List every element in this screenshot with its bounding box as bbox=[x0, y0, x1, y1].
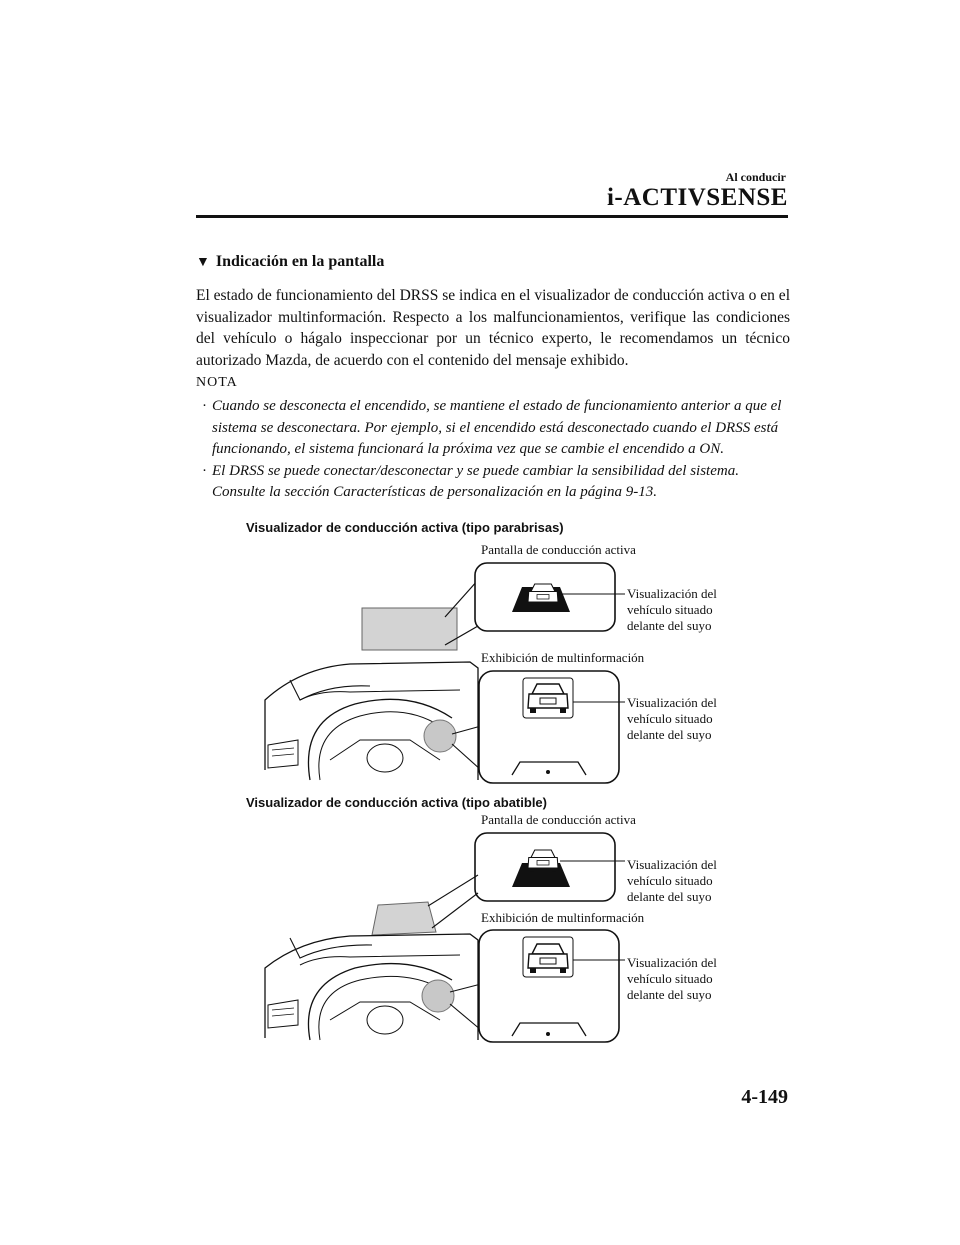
section-title: i-ACTIVSENSE bbox=[606, 184, 788, 211]
body-paragraph: El estado de funcionamiento del DRSS se indica en el visualizador de conducción activa o en el visualizador multinformación. Respecto a los malfuncionamientos, verifique las condiciones del vehículo o hágalo inspeccionar por un técnico experto, le recomendamos un técnico autorizado Mazda, de acuerdo con el contenido del mensaje exhibido. bbox=[196, 287, 790, 369]
figure-2-title: Visualizador de conducción activa (tipo abatible) bbox=[246, 795, 547, 810]
note-text: El DRSS se puede conectar/desconectar y se puede cambiar la sensibilidad del sistema. Consulte la sección Características de personalización en la página 9-13. bbox=[212, 462, 739, 500]
bullet-icon: · bbox=[202, 462, 207, 479]
figure-1-active-callout: Visualización del vehículo situado delante del suyo bbox=[627, 586, 717, 633]
figure-2-multi-label: Exhibición de multinformación bbox=[481, 910, 645, 925]
figure-1-multi-label: Exhibición de multinformación bbox=[481, 650, 645, 665]
figure-1-title: Visualizador de conducción activa (tipo parabrisas) bbox=[246, 520, 564, 535]
note-text: Cuando se desconecta el encendido, se mantiene el estado de funcionamiento anterior a que el sistema se desconectara. Por ejemplo, si el encendido está desconectado cuando el DRSS está funcionando, el sistema funcionará la próxima vez que se cambie el encendido a ON. bbox=[212, 398, 782, 457]
figure-2-active-callout: Visualización del vehículo situado delante del suyo bbox=[627, 857, 717, 904]
figure-1-windshield-illustration bbox=[265, 563, 625, 783]
page-number: 4-149 bbox=[741, 1086, 788, 1108]
figure-1-multi-callout: Visualización del vehículo situado delante del suyo bbox=[627, 695, 717, 742]
figure-2-multi-callout: Visualización del vehículo situado delante del suyo bbox=[627, 955, 717, 1002]
figure-1-active-label: Pantalla de conducción activa bbox=[481, 542, 636, 557]
bullet-icon: · bbox=[202, 398, 207, 414]
figure-2-flip-up-illustration bbox=[265, 833, 625, 1042]
chapter-title: Al conducir bbox=[725, 170, 786, 184]
note-label: NOTA bbox=[196, 375, 238, 390]
triangle-down-icon: ▼ bbox=[196, 255, 210, 270]
subheading-text: Indicación en la pantalla bbox=[215, 253, 385, 270]
figure-2-active-label: Pantalla de conducción activa bbox=[481, 812, 636, 827]
